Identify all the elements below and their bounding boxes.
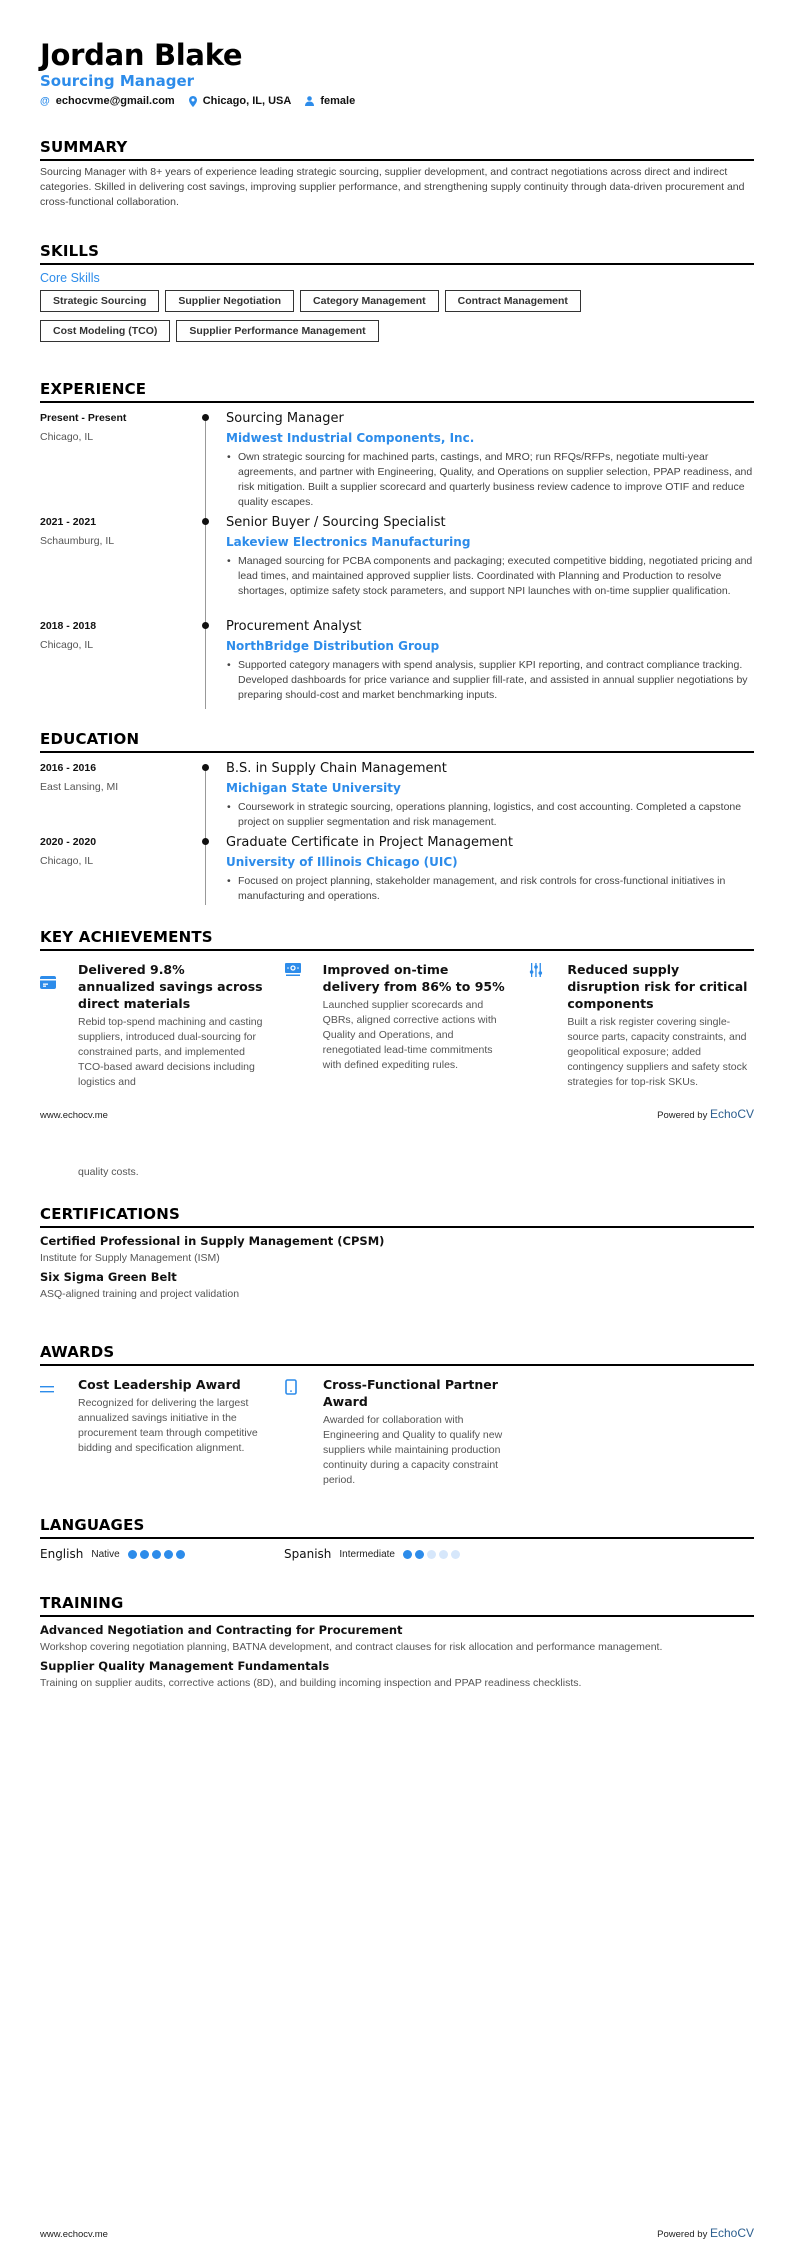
language-rating bbox=[128, 1550, 185, 1559]
certification-org: ASQ-aligned training and project validation bbox=[40, 1288, 240, 1300]
entry-role: Procurement Analyst bbox=[226, 619, 362, 634]
entry-degree: B.S. in Supply Chain Management bbox=[226, 761, 447, 776]
achievement-title: Improved on-time delivery from 86% to 95% bbox=[322, 962, 505, 994]
skill-category: Core Skills bbox=[40, 271, 100, 285]
rating-dot-empty bbox=[439, 1550, 448, 1559]
section-heading: TRAINING bbox=[40, 1594, 754, 1617]
rating-dot-filled bbox=[152, 1550, 161, 1559]
skill-chip: Category Management bbox=[300, 290, 439, 312]
entry-dates: 2016 - 2016 bbox=[40, 762, 97, 774]
entry-degree: Graduate Certificate in Project Management bbox=[226, 835, 513, 850]
page-footer bbox=[40, 2226, 754, 2240]
training-item bbox=[40, 1623, 754, 1653]
credit-card-icon bbox=[40, 961, 78, 1088]
equals-bars-icon bbox=[40, 1376, 78, 1488]
section-heading: CERTIFICATIONS bbox=[40, 1205, 754, 1228]
section-heading: KEY ACHIEVEMENTS bbox=[40, 928, 754, 951]
education-entry bbox=[40, 835, 754, 901]
training-desc: Workshop covering negotiation planning, BATNA development, and contract clauses for risk allocation and performance management. bbox=[40, 1641, 663, 1653]
entry-dates: 2018 - 2018 bbox=[40, 620, 97, 632]
achievement-desc-overflow: quality costs. bbox=[78, 1166, 139, 1178]
training-name: Advanced Negotiation and Contracting for Procurement bbox=[40, 1623, 403, 1637]
footer-brand: EchoCV bbox=[709, 2226, 754, 2240]
award-title: Cost Leadership Award bbox=[78, 1377, 241, 1392]
certification-name: Six Sigma Green Belt bbox=[40, 1270, 177, 1284]
skill-chip: Contract Management bbox=[445, 290, 581, 312]
training-section bbox=[40, 1594, 754, 1689]
education-entry bbox=[40, 761, 754, 835]
entry-org: NorthBridge Distribution Group bbox=[226, 639, 440, 653]
contact-gender: female bbox=[305, 95, 355, 107]
rating-dot-filled bbox=[415, 1550, 424, 1559]
timeline-line bbox=[205, 415, 206, 519]
timeline-dot bbox=[202, 764, 209, 771]
achievement-title: Reduced supply disruption risk for critical components bbox=[567, 962, 748, 1011]
sliders-icon bbox=[529, 961, 567, 1088]
entry-bullet: • Coursework in strategic sourcing, operations planning, logistics, and cost accounting. Completed a capstone project on supplier segmentation and risk management. bbox=[226, 800, 754, 830]
footer-powered-by: Powered by EchoCV bbox=[657, 2226, 754, 2240]
language-list bbox=[40, 1547, 754, 1561]
achievement-cards bbox=[40, 961, 754, 1088]
certification-item bbox=[40, 1270, 754, 1300]
entry-location: Schaumburg, IL bbox=[40, 535, 115, 547]
achievements-section bbox=[40, 928, 754, 1088]
language-level: Native bbox=[91, 1548, 120, 1560]
timeline-dot bbox=[202, 518, 209, 525]
timeline-line bbox=[205, 623, 206, 709]
achievement-desc: Built a risk register covering single-source parts, capacity constraints, and geopolitical exposure; added contingency suppliers and safety stock strategies for top-risk SKUs. bbox=[567, 1016, 748, 1088]
award-desc: Recognized for delivering the largest annualized savings initiative in the procurement team through competitive bidding and specification alignment. bbox=[78, 1397, 258, 1454]
location-pin-icon bbox=[189, 96, 197, 107]
skill-chip: Supplier Negotiation bbox=[165, 290, 294, 312]
entry-location: Chicago, IL bbox=[40, 639, 94, 651]
entry-org: Lakeview Electronics Manufacturing bbox=[226, 535, 471, 549]
footer-brand: EchoCV bbox=[709, 1107, 754, 1121]
awards-section bbox=[40, 1343, 754, 1488]
entry-role: Senior Buyer / Sourcing Specialist bbox=[226, 515, 446, 530]
contact-location: Chicago, IL, USA bbox=[189, 95, 292, 107]
section-heading: LANGUAGES bbox=[40, 1516, 754, 1539]
rating-dot-filled bbox=[403, 1550, 412, 1559]
entry-role: Sourcing Manager bbox=[226, 411, 344, 426]
rating-dot-filled bbox=[140, 1550, 149, 1559]
candidate-title: Sourcing Manager bbox=[40, 72, 195, 90]
timeline-dot bbox=[202, 414, 209, 421]
money-bill-icon bbox=[285, 961, 323, 1088]
language-item bbox=[284, 1547, 528, 1561]
timeline-line bbox=[205, 765, 206, 839]
training-desc: Training on supplier audits, corrective actions (8D), and building incoming inspection and PPAP readiness checklists. bbox=[40, 1677, 582, 1689]
award-title: Cross-Functional Partner Award bbox=[323, 1377, 498, 1409]
at-icon: @ bbox=[40, 95, 50, 107]
language-item bbox=[40, 1547, 284, 1561]
section-heading: SUMMARY bbox=[40, 138, 754, 161]
skill-chips bbox=[40, 290, 680, 342]
skill-chip: Supplier Performance Management bbox=[176, 320, 378, 342]
language-name: Spanish bbox=[284, 1547, 332, 1561]
achievement-desc: Rebid top-spend machining and casting suppliers, introduced dual-sourcing for constrained parts, and implemented TCO-based award decisions including logistics and bbox=[78, 1016, 263, 1088]
summary-text: Sourcing Manager with 8+ years of experience leading strategic sourcing, supplier development, and contract negotiations across direct and indirect categories. Skilled in delivering cost savings, improving supplier performance, and strengthening supply continuity through data-driven procurement and cross-functional collaboration. bbox=[40, 166, 745, 208]
footer-powered-by: Powered by EchoCV bbox=[657, 1107, 754, 1121]
timeline-line bbox=[205, 839, 206, 905]
entry-dates: Present - Present bbox=[40, 412, 127, 424]
entry-school: University of Illinois Chicago (UIC) bbox=[226, 855, 458, 869]
timeline-dot bbox=[202, 622, 209, 629]
contact-email[interactable]: @ echocvme@gmail.com bbox=[40, 95, 175, 107]
experience-entry bbox=[40, 619, 754, 705]
entry-location: Chicago, IL bbox=[40, 431, 94, 443]
achievement-card bbox=[285, 961, 510, 1088]
footer-website[interactable]: www.echocv.me bbox=[40, 2229, 108, 2240]
experience-section bbox=[40, 380, 754, 705]
rating-dot-filled bbox=[128, 1550, 137, 1559]
rating-dot-filled bbox=[176, 1550, 185, 1559]
award-card bbox=[285, 1376, 510, 1488]
skill-chip: Cost Modeling (TCO) bbox=[40, 320, 170, 342]
timeline-line bbox=[205, 519, 206, 623]
achievement-desc: Launched supplier scorecards and QBRs, aligned corrective actions with Quality and Operations, and renegotiated lead-time commitments with defined expediting rules. bbox=[322, 999, 497, 1071]
entry-bullet: • Focused on project planning, stakeholder management, and risk controls for cross-functional initiatives in manufacturing and operations. bbox=[226, 874, 754, 904]
language-rating bbox=[403, 1550, 460, 1559]
award-cards bbox=[40, 1376, 754, 1488]
section-heading: EXPERIENCE bbox=[40, 380, 754, 403]
contact-row bbox=[40, 95, 355, 107]
certification-item bbox=[40, 1234, 754, 1264]
tablet-icon bbox=[285, 1376, 323, 1488]
footer-website[interactable]: www.echocv.me bbox=[40, 1110, 108, 1121]
section-heading: EDUCATION bbox=[40, 730, 754, 753]
languages-section bbox=[40, 1516, 754, 1561]
entry-location: East Lansing, MI bbox=[40, 781, 119, 793]
entry-dates: 2021 - 2021 bbox=[40, 516, 97, 528]
achievement-title: Delivered 9.8% annualized savings across direct materials bbox=[78, 962, 263, 1011]
training-item bbox=[40, 1659, 754, 1689]
entry-org: Midwest Industrial Components, Inc. bbox=[226, 431, 475, 445]
certification-org: Institute for Supply Management (ISM) bbox=[40, 1252, 220, 1264]
experience-entry bbox=[40, 515, 754, 619]
section-heading: SKILLS bbox=[40, 242, 754, 265]
summary-section bbox=[40, 138, 754, 210]
language-level: Intermediate bbox=[339, 1548, 395, 1560]
rating-dot-empty bbox=[427, 1550, 436, 1559]
certifications-section bbox=[40, 1205, 754, 1300]
award-card bbox=[40, 1376, 265, 1488]
page-footer bbox=[40, 1107, 754, 1121]
achievement-card bbox=[40, 961, 265, 1088]
candidate-name: Jordan Blake bbox=[40, 38, 243, 72]
award-desc: Awarded for collaboration with Engineering and Quality to qualify new suppliers while maintaining production continuity during a capacity constraint period. bbox=[323, 1414, 503, 1486]
person-icon bbox=[305, 96, 314, 106]
language-name: English bbox=[40, 1547, 84, 1561]
rating-dot-empty bbox=[451, 1550, 460, 1559]
skills-section bbox=[40, 242, 754, 342]
entry-bullet: • Supported category managers with spend analysis, supplier KPI reporting, and contract compliance tracking. Developed dashboards for price variance and supplier fill-rate, and assisted in annual supplier negotiations by preparing should-cost and market benchmarking inputs. bbox=[226, 658, 754, 703]
rating-dot-filled bbox=[164, 1550, 173, 1559]
entry-dates: 2020 - 2020 bbox=[40, 836, 97, 848]
achievement-card bbox=[529, 961, 754, 1088]
entry-bullet: • Managed sourcing for PCBA components and packaging; executed competitive bidding, negotiated pricing and lead times, and maintained approved supplier lists. Coordinated with Planning and Production to resolve shortages, optimize safety stock parameters, and support NPI launches with on-time supplier qualification. bbox=[226, 554, 754, 599]
education-section bbox=[40, 730, 754, 901]
entry-bullet: • Own strategic sourcing for machined parts, castings, and MRO; run RFQs/RFPs, negotiate multi-year agreements, and partner with Engineering, Quality, and Operations on supplier selection, PPAP readiness, and risk mitigation. Built a supplier scorecard and quarterly business review cadence to improve OTIF and reduce quality escapes. bbox=[226, 450, 754, 510]
experience-entry bbox=[40, 411, 754, 515]
entry-school: Michigan State University bbox=[226, 781, 401, 795]
entry-location: Chicago, IL bbox=[40, 855, 94, 867]
skill-chip: Strategic Sourcing bbox=[40, 290, 159, 312]
certification-name: Certified Professional in Supply Management (CPSM) bbox=[40, 1234, 385, 1248]
section-heading: AWARDS bbox=[40, 1343, 754, 1366]
training-name: Supplier Quality Management Fundamentals bbox=[40, 1659, 330, 1673]
timeline-dot bbox=[202, 838, 209, 845]
